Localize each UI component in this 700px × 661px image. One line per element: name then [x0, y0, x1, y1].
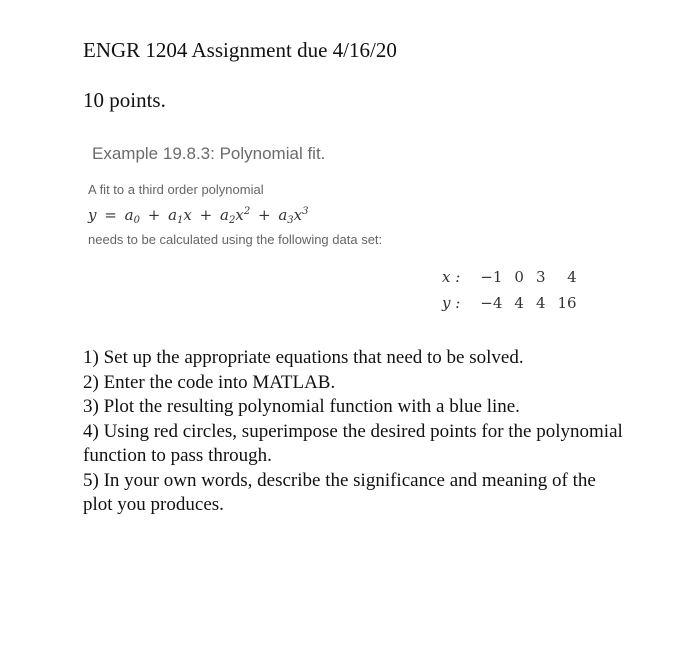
eq-x1: x — [183, 206, 192, 224]
example-heading: Example 19.8.3: Polynomial fit. — [92, 144, 326, 163]
eq-plus-1: + — [147, 206, 161, 224]
eq-sub-2: 2 — [228, 215, 236, 226]
eq-sub-1: 1 — [177, 215, 184, 226]
eq-lhs: y — [88, 206, 97, 224]
eq-x2: x — [235, 206, 244, 224]
eq-pow-2: 2 — [243, 206, 251, 217]
task-list — [83, 346, 623, 518]
eq-sub-3: 3 — [287, 215, 294, 226]
task-item: 2) Enter the code into MATLAB. — [83, 371, 336, 393]
task-item: 1) Set up the appropriate equations that need to be solved. — [83, 347, 524, 368]
points-value: 10 points. — [83, 88, 166, 112]
page-title: ENGR 1204 Assignment due 4/16/20 — [83, 38, 397, 62]
eq-plus-2: + — [199, 206, 213, 224]
task-item: 3) Plot the resulting polynomial function with a blue line. — [83, 396, 520, 417]
y-value: −4 — [480, 294, 503, 312]
eq-equals: = — [104, 206, 117, 224]
eq-x3: x — [293, 206, 303, 224]
table-row-y — [436, 290, 583, 316]
x-label: x : — [442, 268, 461, 286]
eq-a1: a — [168, 206, 178, 224]
fit-description: A fit to a third order polynomial — [88, 182, 264, 197]
task-item: 5) In your own words, describe the significance and meaning of the plot you produces. — [83, 469, 596, 515]
y-label: y : — [442, 294, 461, 312]
data-set-description: needs to be calculated using the following data set: — [88, 232, 383, 247]
polynomial-equation — [88, 206, 309, 226]
eq-plus-3: + — [257, 206, 271, 224]
eq-a0: a — [124, 206, 134, 224]
task-item: 4) Using red circles, superimpose the desired points for the polynomial function to pass through. — [83, 420, 623, 466]
y-value: 4 — [514, 294, 524, 312]
x-value: 0 — [514, 268, 524, 286]
eq-sub-0: 0 — [133, 215, 140, 226]
x-value: 4 — [567, 268, 577, 286]
x-value: 3 — [535, 268, 546, 286]
x-value: −1 — [480, 268, 503, 286]
data-table — [436, 264, 583, 316]
eq-a2: a — [220, 206, 229, 224]
y-value: 16 — [557, 294, 577, 312]
y-value: 4 — [535, 294, 546, 312]
eq-pow-3: 3 — [302, 206, 309, 217]
eq-a3: a — [278, 206, 288, 224]
table-row-x — [436, 264, 583, 290]
